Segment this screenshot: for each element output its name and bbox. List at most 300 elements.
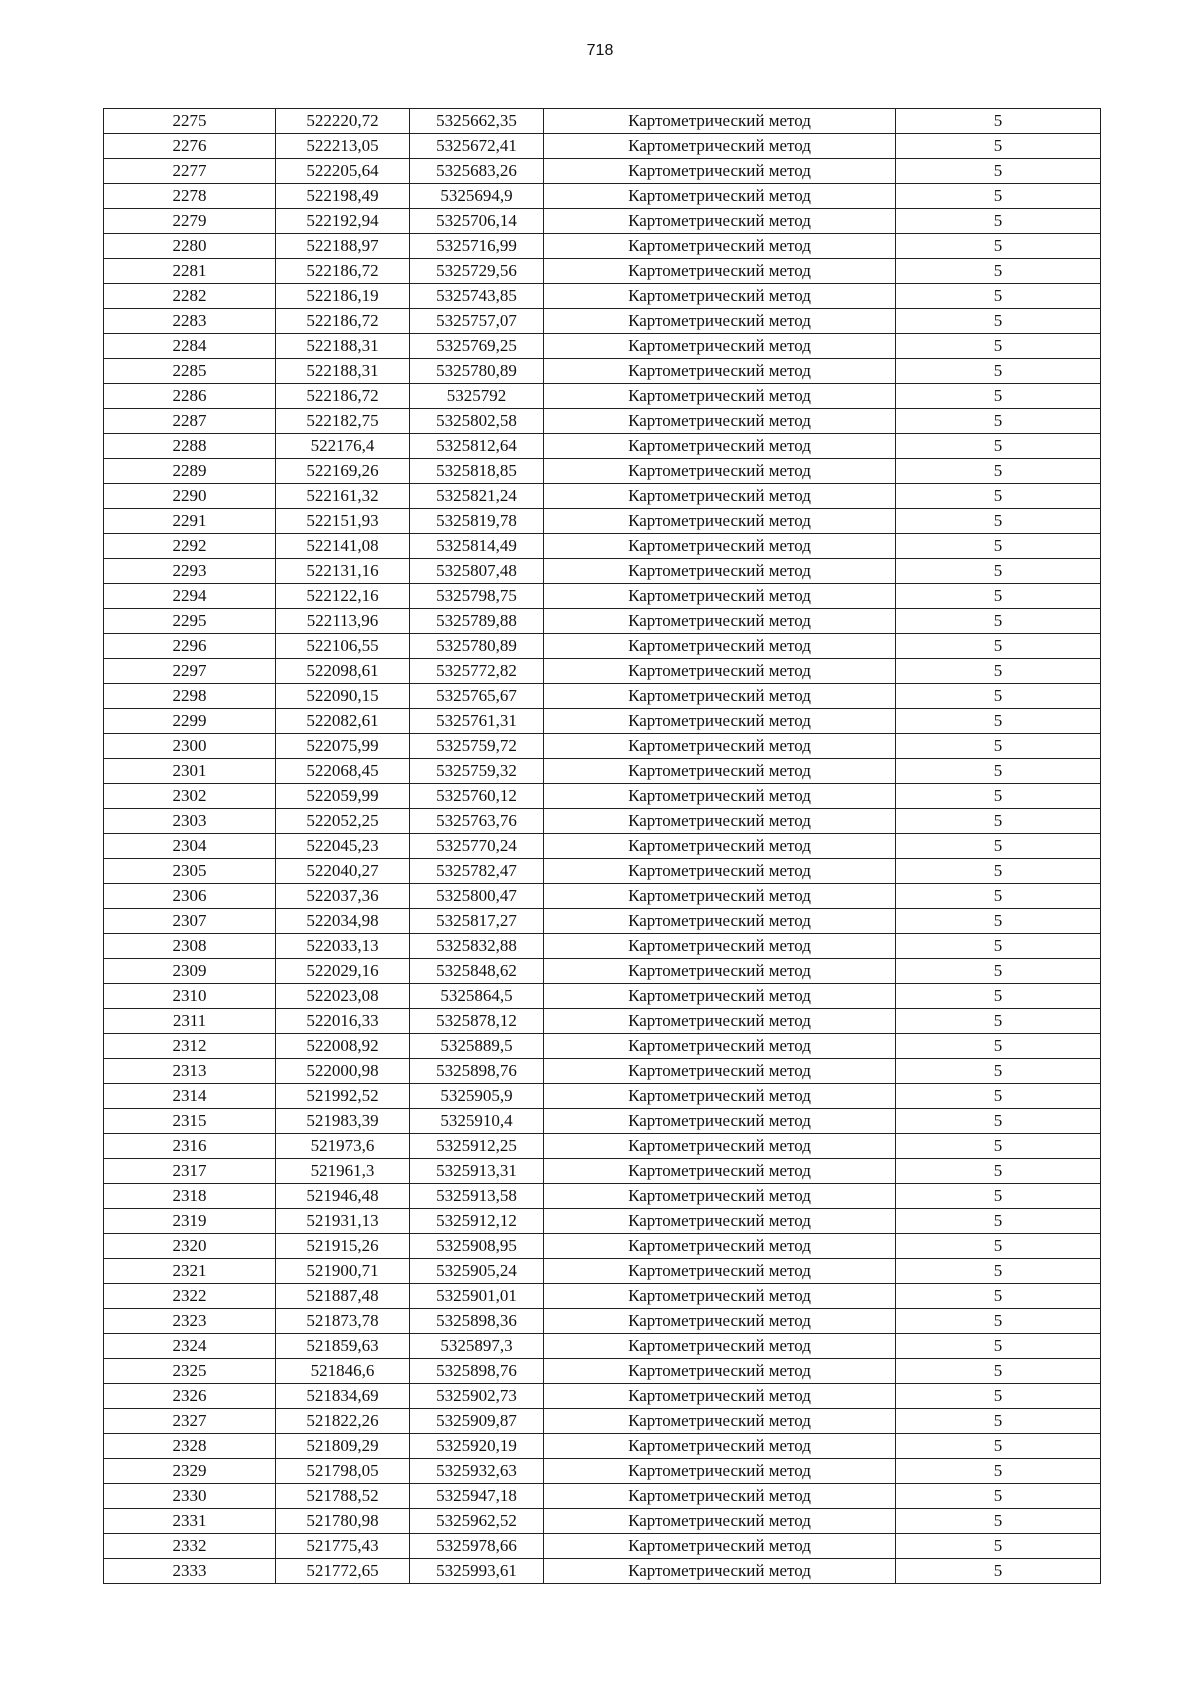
accuracy-cell: 5 [896, 1034, 1101, 1059]
accuracy-cell: 5 [896, 884, 1101, 909]
accuracy-cell: 5 [896, 1409, 1101, 1434]
x-coordinate-cell: 522040,27 [276, 859, 410, 884]
accuracy-cell: 5 [896, 1434, 1101, 1459]
table-row [104, 984, 1101, 1009]
method-cell: Картометрический метод [544, 1509, 896, 1534]
point-number-cell: 2331 [104, 1509, 276, 1534]
x-coordinate-cell: 522034,98 [276, 909, 410, 934]
y-coordinate-cell: 5325780,89 [410, 634, 544, 659]
method-cell: Картометрический метод [544, 434, 896, 459]
x-coordinate-cell: 522113,96 [276, 609, 410, 634]
y-coordinate-cell: 5325763,76 [410, 809, 544, 834]
x-coordinate-cell: 521973,6 [276, 1134, 410, 1159]
point-number-cell: 2291 [104, 509, 276, 534]
method-cell: Картометрический метод [544, 1459, 896, 1484]
accuracy-cell: 5 [896, 609, 1101, 634]
y-coordinate-cell: 5325729,56 [410, 259, 544, 284]
table-row [104, 384, 1101, 409]
table-row [104, 1284, 1101, 1309]
y-coordinate-cell: 5325905,24 [410, 1259, 544, 1284]
y-coordinate-cell: 5325819,78 [410, 509, 544, 534]
table-row [104, 1009, 1101, 1034]
point-number-cell: 2327 [104, 1409, 276, 1434]
accuracy-cell: 5 [896, 759, 1101, 784]
point-number-cell: 2285 [104, 359, 276, 384]
x-coordinate-cell: 522045,23 [276, 834, 410, 859]
method-cell: Картометрический метод [544, 734, 896, 759]
method-cell: Картометрический метод [544, 1059, 896, 1084]
table-row [104, 759, 1101, 784]
table-row [104, 934, 1101, 959]
x-coordinate-cell: 522090,15 [276, 684, 410, 709]
page-number: 718 [586, 42, 614, 59]
method-cell: Картометрический метод [544, 834, 896, 859]
y-coordinate-cell: 5325782,47 [410, 859, 544, 884]
x-coordinate-cell: 522082,61 [276, 709, 410, 734]
point-number-cell: 2324 [104, 1334, 276, 1359]
accuracy-cell: 5 [896, 1234, 1101, 1259]
x-coordinate-cell: 522008,92 [276, 1034, 410, 1059]
x-coordinate-cell: 522141,08 [276, 534, 410, 559]
y-coordinate-cell: 5325909,87 [410, 1409, 544, 1434]
accuracy-cell: 5 [896, 459, 1101, 484]
table-row [104, 609, 1101, 634]
point-number-cell: 2287 [104, 409, 276, 434]
x-coordinate-cell: 522059,99 [276, 784, 410, 809]
y-coordinate-cell: 5325905,9 [410, 1084, 544, 1109]
point-number-cell: 2290 [104, 484, 276, 509]
table-row [104, 509, 1101, 534]
y-coordinate-cell: 5325832,88 [410, 934, 544, 959]
y-coordinate-cell: 5325706,14 [410, 209, 544, 234]
accuracy-cell: 5 [896, 809, 1101, 834]
accuracy-cell: 5 [896, 1484, 1101, 1509]
y-coordinate-cell: 5325807,48 [410, 559, 544, 584]
y-coordinate-cell: 5325789,88 [410, 609, 544, 634]
point-number-cell: 2281 [104, 259, 276, 284]
point-number-cell: 2319 [104, 1209, 276, 1234]
x-coordinate-cell: 521946,48 [276, 1184, 410, 1209]
method-cell: Картометрический метод [544, 584, 896, 609]
method-cell: Картометрический метод [544, 1109, 896, 1134]
y-coordinate-cell: 5325913,58 [410, 1184, 544, 1209]
method-cell: Картометрический метод [544, 1184, 896, 1209]
y-coordinate-cell: 5325908,95 [410, 1234, 544, 1259]
point-number-cell: 2313 [104, 1059, 276, 1084]
x-coordinate-cell: 522131,16 [276, 559, 410, 584]
table-row [104, 1384, 1101, 1409]
x-coordinate-cell: 521834,69 [276, 1384, 410, 1409]
method-cell: Картометрический метод [544, 559, 896, 584]
method-cell: Картометрический метод [544, 159, 896, 184]
x-coordinate-cell: 522029,16 [276, 959, 410, 984]
point-number-cell: 2311 [104, 1009, 276, 1034]
x-coordinate-cell: 521772,65 [276, 1559, 410, 1584]
accuracy-cell: 5 [896, 159, 1101, 184]
method-cell: Картометрический метод [544, 1034, 896, 1059]
accuracy-cell: 5 [896, 984, 1101, 1009]
table-row [104, 534, 1101, 559]
accuracy-cell: 5 [896, 559, 1101, 584]
x-coordinate-cell: 522098,61 [276, 659, 410, 684]
table-row [104, 184, 1101, 209]
method-cell: Картометрический метод [544, 509, 896, 534]
point-number-cell: 2283 [104, 309, 276, 334]
x-coordinate-cell: 521809,29 [276, 1434, 410, 1459]
table-row [104, 1209, 1101, 1234]
y-coordinate-cell: 5325770,24 [410, 834, 544, 859]
method-cell: Картометрический метод [544, 1359, 896, 1384]
y-coordinate-cell: 5325947,18 [410, 1484, 544, 1509]
x-coordinate-cell: 522220,72 [276, 109, 410, 134]
table-row [104, 484, 1101, 509]
y-coordinate-cell: 5325962,52 [410, 1509, 544, 1534]
table-row [104, 1034, 1101, 1059]
table-row [104, 434, 1101, 459]
y-coordinate-cell: 5325792 [410, 384, 544, 409]
accuracy-cell: 5 [896, 1184, 1101, 1209]
point-number-cell: 2298 [104, 684, 276, 709]
method-cell: Картометрический метод [544, 1284, 896, 1309]
y-coordinate-cell: 5325897,3 [410, 1334, 544, 1359]
point-number-cell: 2294 [104, 584, 276, 609]
method-cell: Картометрический метод [544, 1434, 896, 1459]
point-number-cell: 2330 [104, 1484, 276, 1509]
method-cell: Картометрический метод [544, 259, 896, 284]
point-number-cell: 2310 [104, 984, 276, 1009]
accuracy-cell: 5 [896, 259, 1101, 284]
accuracy-cell: 5 [896, 1509, 1101, 1534]
x-coordinate-cell: 522075,99 [276, 734, 410, 759]
accuracy-cell: 5 [896, 509, 1101, 534]
accuracy-cell: 5 [896, 334, 1101, 359]
table-row [104, 409, 1101, 434]
y-coordinate-cell: 5325889,5 [410, 1034, 544, 1059]
accuracy-cell: 5 [896, 1059, 1101, 1084]
method-cell: Картометрический метод [544, 1209, 896, 1234]
table-row [104, 1459, 1101, 1484]
point-number-cell: 2300 [104, 734, 276, 759]
x-coordinate-cell: 522198,49 [276, 184, 410, 209]
point-number-cell: 2323 [104, 1309, 276, 1334]
method-cell: Картометрический метод [544, 759, 896, 784]
y-coordinate-cell: 5325993,61 [410, 1559, 544, 1584]
accuracy-cell: 5 [896, 1259, 1101, 1284]
accuracy-cell: 5 [896, 484, 1101, 509]
accuracy-cell: 5 [896, 1284, 1101, 1309]
method-cell: Картометрический метод [544, 1084, 896, 1109]
table-row [104, 1259, 1101, 1284]
y-coordinate-cell: 5325759,32 [410, 759, 544, 784]
y-coordinate-cell: 5325662,35 [410, 109, 544, 134]
x-coordinate-cell: 522106,55 [276, 634, 410, 659]
x-coordinate-cell: 522068,45 [276, 759, 410, 784]
point-number-cell: 2328 [104, 1434, 276, 1459]
method-cell: Картометрический метод [544, 1559, 896, 1584]
x-coordinate-cell: 521859,63 [276, 1334, 410, 1359]
x-coordinate-cell: 521887,48 [276, 1284, 410, 1309]
y-coordinate-cell: 5325932,63 [410, 1459, 544, 1484]
accuracy-cell: 5 [896, 1384, 1101, 1409]
point-number-cell: 2307 [104, 909, 276, 934]
x-coordinate-cell: 522000,98 [276, 1059, 410, 1084]
point-number-cell: 2329 [104, 1459, 276, 1484]
point-number-cell: 2275 [104, 109, 276, 134]
point-number-cell: 2299 [104, 709, 276, 734]
accuracy-cell: 5 [896, 1009, 1101, 1034]
x-coordinate-cell: 521992,52 [276, 1084, 410, 1109]
table-row [104, 559, 1101, 584]
method-cell: Картометрический метод [544, 409, 896, 434]
x-coordinate-cell: 522151,93 [276, 509, 410, 534]
y-coordinate-cell: 5325683,26 [410, 159, 544, 184]
y-coordinate-cell: 5325821,24 [410, 484, 544, 509]
table-row [104, 659, 1101, 684]
x-coordinate-cell: 521983,39 [276, 1109, 410, 1134]
x-coordinate-cell: 522023,08 [276, 984, 410, 1009]
point-number-cell: 2308 [104, 934, 276, 959]
table-row [104, 1134, 1101, 1159]
y-coordinate-cell: 5325769,25 [410, 334, 544, 359]
method-cell: Картометрический метод [544, 1334, 896, 1359]
x-coordinate-cell: 522186,72 [276, 309, 410, 334]
table-row [104, 334, 1101, 359]
method-cell: Картометрический метод [544, 184, 896, 209]
accuracy-cell: 5 [896, 1309, 1101, 1334]
x-coordinate-cell: 521915,26 [276, 1234, 410, 1259]
accuracy-cell: 5 [896, 359, 1101, 384]
method-cell: Картометрический метод [544, 1234, 896, 1259]
y-coordinate-cell: 5325694,9 [410, 184, 544, 209]
point-number-cell: 2278 [104, 184, 276, 209]
method-cell: Картометрический метод [544, 484, 896, 509]
table-row [104, 834, 1101, 859]
method-cell: Картометрический метод [544, 934, 896, 959]
accuracy-cell: 5 [896, 384, 1101, 409]
method-cell: Картометрический метод [544, 1009, 896, 1034]
point-number-cell: 2297 [104, 659, 276, 684]
y-coordinate-cell: 5325743,85 [410, 284, 544, 309]
point-number-cell: 2304 [104, 834, 276, 859]
y-coordinate-cell: 5325912,25 [410, 1134, 544, 1159]
point-number-cell: 2293 [104, 559, 276, 584]
coordinates-table [103, 108, 1101, 1584]
table-row [104, 159, 1101, 184]
point-number-cell: 2288 [104, 434, 276, 459]
table-row [104, 884, 1101, 909]
method-cell: Картометрический метод [544, 234, 896, 259]
method-cell: Картометрический метод [544, 1159, 896, 1184]
y-coordinate-cell: 5325898,36 [410, 1309, 544, 1334]
x-coordinate-cell: 522213,05 [276, 134, 410, 159]
y-coordinate-cell: 5325864,5 [410, 984, 544, 1009]
table-row [104, 684, 1101, 709]
y-coordinate-cell: 5325920,19 [410, 1434, 544, 1459]
y-coordinate-cell: 5325672,41 [410, 134, 544, 159]
method-cell: Картометрический метод [544, 209, 896, 234]
point-number-cell: 2302 [104, 784, 276, 809]
y-coordinate-cell: 5325913,31 [410, 1159, 544, 1184]
y-coordinate-cell: 5325898,76 [410, 1359, 544, 1384]
accuracy-cell: 5 [896, 1209, 1101, 1234]
accuracy-cell: 5 [896, 1359, 1101, 1384]
point-number-cell: 2303 [104, 809, 276, 834]
method-cell: Картометрический метод [544, 1384, 896, 1409]
table-row [104, 959, 1101, 984]
table-row [104, 284, 1101, 309]
y-coordinate-cell: 5325765,67 [410, 684, 544, 709]
table-row [104, 1534, 1101, 1559]
x-coordinate-cell: 521931,13 [276, 1209, 410, 1234]
point-number-cell: 2326 [104, 1384, 276, 1409]
table-row [104, 259, 1101, 284]
method-cell: Картометрический метод [544, 634, 896, 659]
point-number-cell: 2279 [104, 209, 276, 234]
point-number-cell: 2295 [104, 609, 276, 634]
accuracy-cell: 5 [896, 1559, 1101, 1584]
accuracy-cell: 5 [896, 1334, 1101, 1359]
x-coordinate-cell: 521788,52 [276, 1484, 410, 1509]
accuracy-cell: 5 [896, 109, 1101, 134]
point-number-cell: 2321 [104, 1259, 276, 1284]
point-number-cell: 2292 [104, 534, 276, 559]
method-cell: Картометрический метод [544, 284, 896, 309]
method-cell: Картометрический метод [544, 909, 896, 934]
point-number-cell: 2289 [104, 459, 276, 484]
point-number-cell: 2322 [104, 1284, 276, 1309]
y-coordinate-cell: 5325760,12 [410, 784, 544, 809]
method-cell: Картометрический метод [544, 709, 896, 734]
point-number-cell: 2301 [104, 759, 276, 784]
accuracy-cell: 5 [896, 734, 1101, 759]
table-row [104, 359, 1101, 384]
x-coordinate-cell: 522037,36 [276, 884, 410, 909]
method-cell: Картометрический метод [544, 809, 896, 834]
accuracy-cell: 5 [896, 1459, 1101, 1484]
y-coordinate-cell: 5325800,47 [410, 884, 544, 909]
method-cell: Картометрический метод [544, 659, 896, 684]
y-coordinate-cell: 5325910,4 [410, 1109, 544, 1134]
x-coordinate-cell: 521900,71 [276, 1259, 410, 1284]
accuracy-cell: 5 [896, 1109, 1101, 1134]
point-number-cell: 2276 [104, 134, 276, 159]
accuracy-cell: 5 [896, 859, 1101, 884]
x-coordinate-cell: 522186,72 [276, 259, 410, 284]
method-cell: Картометрический метод [544, 1309, 896, 1334]
y-coordinate-cell: 5325818,85 [410, 459, 544, 484]
table-row [104, 209, 1101, 234]
y-coordinate-cell: 5325902,73 [410, 1384, 544, 1409]
y-coordinate-cell: 5325716,99 [410, 234, 544, 259]
accuracy-cell: 5 [896, 209, 1101, 234]
table-row [104, 1409, 1101, 1434]
accuracy-cell: 5 [896, 934, 1101, 959]
method-cell: Картометрический метод [544, 1134, 896, 1159]
x-coordinate-cell: 522192,94 [276, 209, 410, 234]
table-row [104, 784, 1101, 809]
method-cell: Картометрический метод [544, 684, 896, 709]
y-coordinate-cell: 5325812,64 [410, 434, 544, 459]
method-cell: Картометрический метод [544, 984, 896, 1009]
x-coordinate-cell: 521846,6 [276, 1359, 410, 1384]
table-row [104, 459, 1101, 484]
y-coordinate-cell: 5325978,66 [410, 1534, 544, 1559]
table-row [104, 1334, 1101, 1359]
table-row [104, 1159, 1101, 1184]
table-row [104, 809, 1101, 834]
accuracy-cell: 5 [896, 1134, 1101, 1159]
point-number-cell: 2296 [104, 634, 276, 659]
table-row [104, 1509, 1101, 1534]
table-row [104, 109, 1101, 134]
accuracy-cell: 5 [896, 834, 1101, 859]
accuracy-cell: 5 [896, 709, 1101, 734]
method-cell: Картометрический метод [544, 884, 896, 909]
y-coordinate-cell: 5325761,31 [410, 709, 544, 734]
x-coordinate-cell: 521798,05 [276, 1459, 410, 1484]
method-cell: Картометрический метод [544, 384, 896, 409]
table-row [104, 1309, 1101, 1334]
y-coordinate-cell: 5325817,27 [410, 909, 544, 934]
point-number-cell: 2332 [104, 1534, 276, 1559]
x-coordinate-cell: 521961,3 [276, 1159, 410, 1184]
point-number-cell: 2316 [104, 1134, 276, 1159]
accuracy-cell: 5 [896, 534, 1101, 559]
y-coordinate-cell: 5325814,49 [410, 534, 544, 559]
table-row [104, 1559, 1101, 1584]
x-coordinate-cell: 522033,13 [276, 934, 410, 959]
accuracy-cell: 5 [896, 959, 1101, 984]
point-number-cell: 2305 [104, 859, 276, 884]
table-row [104, 234, 1101, 259]
method-cell: Картометрический метод [544, 1409, 896, 1434]
accuracy-cell: 5 [896, 284, 1101, 309]
accuracy-cell: 5 [896, 184, 1101, 209]
table-row [104, 709, 1101, 734]
table-row [104, 1359, 1101, 1384]
x-coordinate-cell: 522186,19 [276, 284, 410, 309]
x-coordinate-cell: 521780,98 [276, 1509, 410, 1534]
accuracy-cell: 5 [896, 234, 1101, 259]
accuracy-cell: 5 [896, 309, 1101, 334]
point-number-cell: 2284 [104, 334, 276, 359]
point-number-cell: 2309 [104, 959, 276, 984]
method-cell: Картометрический метод [544, 1259, 896, 1284]
point-number-cell: 2325 [104, 1359, 276, 1384]
accuracy-cell: 5 [896, 409, 1101, 434]
y-coordinate-cell: 5325798,75 [410, 584, 544, 609]
y-coordinate-cell: 5325780,89 [410, 359, 544, 384]
method-cell: Картометрический метод [544, 334, 896, 359]
accuracy-cell: 5 [896, 684, 1101, 709]
y-coordinate-cell: 5325802,58 [410, 409, 544, 434]
y-coordinate-cell: 5325901,01 [410, 1284, 544, 1309]
point-number-cell: 2320 [104, 1234, 276, 1259]
point-number-cell: 2282 [104, 284, 276, 309]
accuracy-cell: 5 [896, 434, 1101, 459]
table-row [104, 734, 1101, 759]
table-row [104, 1084, 1101, 1109]
x-coordinate-cell: 522186,72 [276, 384, 410, 409]
method-cell: Картометрический метод [544, 534, 896, 559]
x-coordinate-cell: 522205,64 [276, 159, 410, 184]
x-coordinate-cell: 521873,78 [276, 1309, 410, 1334]
table-row [104, 1434, 1101, 1459]
table-row [104, 1234, 1101, 1259]
accuracy-cell: 5 [896, 634, 1101, 659]
method-cell: Картометрический метод [544, 1484, 896, 1509]
method-cell: Картометрический метод [544, 309, 896, 334]
